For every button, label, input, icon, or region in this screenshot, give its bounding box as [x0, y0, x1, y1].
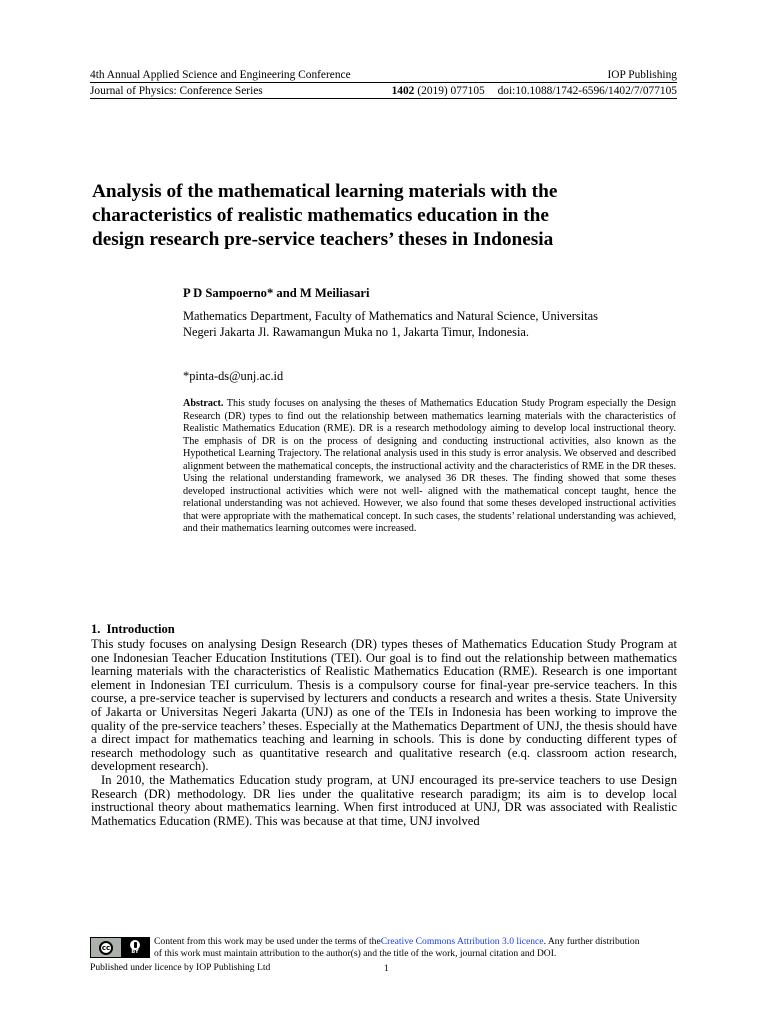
by-label: BY [131, 949, 139, 955]
cc-by-badge[interactable] [90, 937, 150, 958]
license-line: of this work must maintain attribution to the author(s) and the title of the work, journal citation and DOI. [154, 948, 557, 959]
affiliation-line: Negeri Jakarta Jl. Rawamangun Muka no 1, Jakarta Timur, Indonesia. [183, 325, 530, 339]
running-header-bottom [90, 84, 677, 98]
abstract [183, 398, 676, 536]
author-list: P D Sampoerno* and M Meiliasari [183, 286, 370, 300]
running-header-top [90, 68, 677, 82]
affiliation [183, 308, 683, 340]
section-number: 1. [91, 622, 101, 636]
paper-title [92, 180, 682, 252]
corresponding-email[interactable]: *pinta-ds@unj.ac.id [183, 369, 284, 383]
citation-info [382, 84, 677, 98]
volume-number: 1402 [391, 85, 415, 97]
affiliation-line: Mathematics Department, Faculty of Mathematics and Natural Science, Universitas [183, 309, 598, 323]
license-line: Content from this work may be used under the terms of theCreative Commons Attribution 3.0 licence. Any further distribution [154, 936, 640, 947]
title-line: design research pre-service teachers’ theses in Indonesia [92, 229, 554, 250]
paragraph: In 2010, the Mathematics Education study program, at UNJ encouraged its pre-service teachers to use Design Research (DR) methodology. DR lies under the qualitative research paradigm; its aim is to develop local instructional theory about mathematics learning. When first introduced at UNJ, DR was associated with Realistic Mathematics Education (RME). This was because at that time, UNJ involved [91, 772, 677, 828]
cc-circle: cc [99, 941, 113, 955]
paragraph: This study focuses on analysing Design Research (DR) types theses of Mathematics Education Study Program at one Indonesian Teacher Education Institutions (TEI). Our goal is to find out the relationship between mathematics learning materials with the characteristics of Realistic Mathematics Education (RME). Research is one important element in Indonesian TEI curriculum. Thesis is a compulsory course for final-year pre-service teachers. In this course, a pre-service teacher is supervised by lecturers and conducts a research and writes a thesis. State University of Jakarta or Universitas Negeri Jakarta (UNJ) as one of the TEIs in Indonesia has been working to improve the quality of the pre-service teachers’ theses. Especially at the Mathematics Department of UNJ, the thesis should have a direct impact for mathematics teaching and learning in schools. This is done by conducting different types of research methodology such as quantitative research and qualitative research (e.q. classroom action research, development research). [91, 637, 677, 774]
year-article: (2019) 077105 [417, 85, 485, 97]
abstract-label: Abstract. [183, 398, 224, 409]
title-line: characteristics of realistic mathematics education in the [92, 205, 549, 226]
introduction-body [91, 638, 677, 828]
license-text [154, 936, 680, 960]
header-rule [90, 82, 677, 83]
doi: doi:10.1088/1742-6596/1402/7/077105 [497, 85, 677, 97]
page-number: 1 [384, 963, 389, 974]
section-title: Introduction [106, 622, 175, 636]
title-line: Analysis of the mathematical learning materials with the [92, 181, 558, 202]
cc-license-link[interactable]: Creative Commons Attribution 3.0 licence [380, 936, 544, 947]
section-heading [91, 622, 175, 637]
journal-series: Journal of Physics: Conference Series [90, 85, 263, 97]
by-icon [121, 938, 149, 957]
header-rule [90, 98, 677, 99]
publisher-line: Published under licence by IOP Publishing Ltd [90, 962, 271, 973]
abstract-text: This study focuses on analysing the theses of Mathematics Education Study Program especially the Design Research (DR) types to find out the relationship between mathematics learning materials with the characteristics of Realistic Mathematics Education (RME). DR is a research methodology aiming to develop local instructional theory. The emphasis of DR is on the process of designing and conducting instructional activities, also known as the Hypothetical Learning Trajectory. The relational analysis used in this study is error analysis. We observed and described alignment between the mathematical concepts, the instructional activity and the characteristics of RME in the DR theses. Using the relational understanding framework, we analysed 36 DR theses. The finding showed that some theses developed instructional activities which were not well- aligned with the mathematical concept taught, hence the relational understanding was not achieved. However, we also found that some theses developed instructional activities that were appropriate with the mathematical concept. In such cases, the students’ relational understanding was achieved, and their mathematics learning outcomes were increased. [183, 398, 676, 534]
conference-name: 4th Annual Applied Science and Engineering Conference [90, 69, 351, 81]
cc-icon [91, 938, 121, 957]
publisher-name: IOP Publishing [607, 69, 677, 81]
